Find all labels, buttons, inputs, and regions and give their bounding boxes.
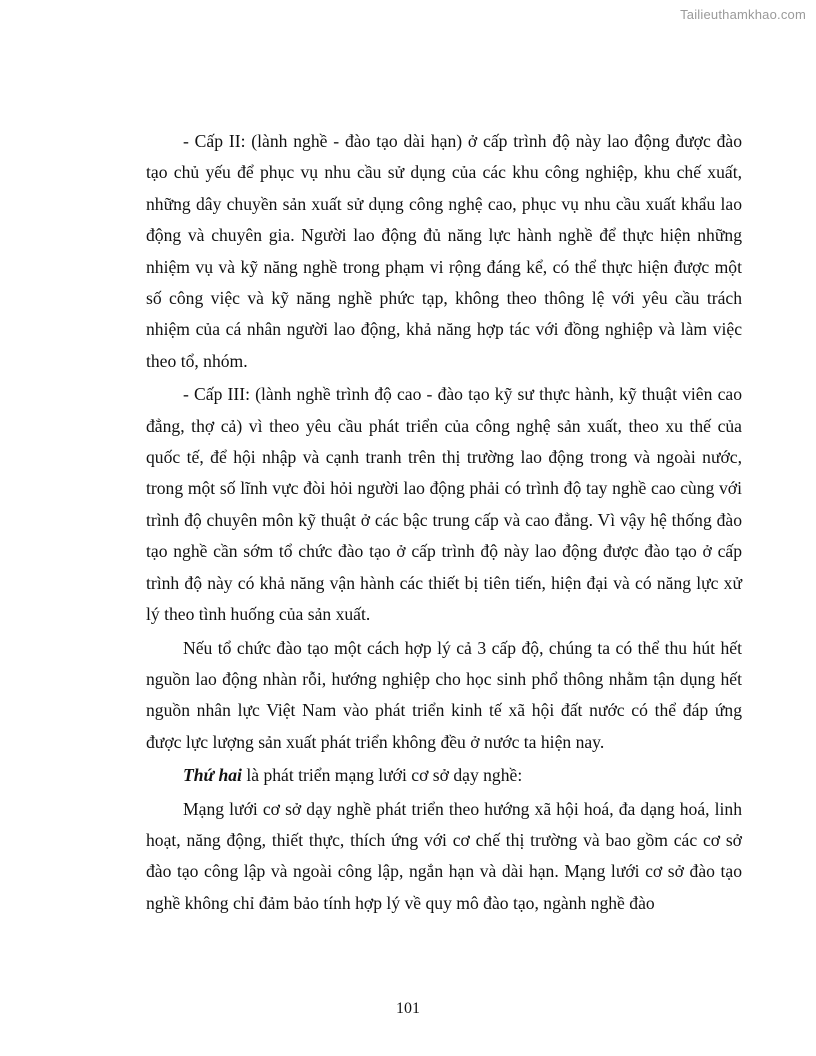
paragraph-summary: Nếu tổ chức đào tạo một cách hợp lý cả 3 cấp độ, chúng ta có thể thu hút hết nguồn lao động nhàn rỗi, hướng nghiệp cho học sinh phổ thông nhằm tận dụng hết nguồn nhân lực Việt Nam vào phát triển kinh tế xã hội đất nước có thể đáp ứng được lực lượng sản xuất phát triển không đều ở nước ta hiện nay.	[146, 637, 742, 752]
second-point-text: là phát triển mạng lưới cơ sở dạy nghề:	[241, 765, 523, 786]
watermark: Tailieuthamkhao.com	[680, 7, 806, 22]
second-point-lead: Thứ hai	[183, 765, 242, 786]
page-body	[146, 126, 742, 921]
paragraph-level-3: - Cấp III: (lành nghề trình độ cao - đào tạo kỹ sư thực hành, kỹ thuật viên cao đẳng, thợ cả) vì theo yêu cầu phát triển của công nghệ sản xuất, theo xu thế của quốc tế, để hội nhập và cạnh tranh trên thị trường lao động trong và ngoài nước, trong một số lĩnh vực đòi hỏi người lao động phải có trình độ tay nghề cao cùng với trình độ chuyên môn kỹ thuật ở các bậc trung cấp và cao đẳng. Vì vậy hệ thống đào tạo nghề cần sớm tổ chức đào tạo ở cấp trình độ này lao động được đào tạo ở cấp trình độ này có khả năng vận hành các thiết bị tiên tiến, hiện đại và có năng lực xử lý theo tình huống của sản xuất.	[146, 384, 742, 625]
page-number: 101	[396, 1000, 420, 1017]
paragraph-level-2: - Cấp II: (lành nghề - đào tạo dài hạn) ở cấp trình độ này lao động được đào tạo chủ yếu để phục vụ nhu cầu sử dụng của các khu công nghiệp, khu chế xuất, những dây chuyền sản xuất sử dụng công nghệ cao, phục vụ nhu cầu xuất khẩu lao động và chuyên gia. Người lao động đủ năng lực hành nghề để thực hiện những nhiệm vụ và kỹ năng nghề trong phạm vi rộng đáng kể, có thể thực hiện được một số công việc và kỹ năng nghề phức tạp, không theo thông lệ với yêu cầu trách nhiệm của cá nhân người lao động, khả năng hợp tác với đồng nghiệp và làm việc theo tổ, nhóm.	[146, 131, 742, 371]
paragraph-network: Mạng lưới cơ sở dạy nghề phát triển theo hướng xã hội hoá, đa dạng hoá, linh hoạt, năng động, thiết thực, thích ứng với cơ chế thị trường và bao gồm các cơ sở đào tạo công lập và ngoài công lập, ngắn hạn và dài hạn. Mạng lưới cơ sở đào tạo nghề không chỉ đảm bảo tính hợp lý về quy mô đào tạo, ngành nghề đào	[146, 798, 742, 913]
paragraph-second-point	[146, 760, 742, 791]
